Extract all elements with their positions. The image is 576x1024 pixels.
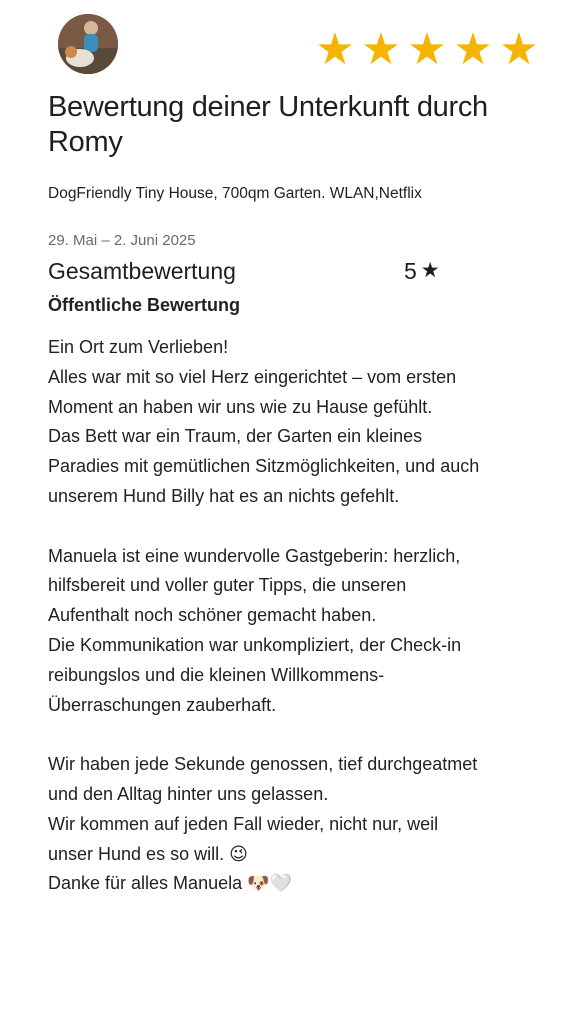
review-line: Wir haben jede Sekunde genossen, tief durchgeatmet und den Alltag hinter uns gelassen.	[48, 754, 478, 804]
star-icon: ★	[315, 25, 355, 74]
review-text	[48, 333, 488, 899]
review-line: Alles war mit so viel Herz eingerichtet – vom ersten Moment an haben wir uns wie zu Hause gefühlt.	[48, 366, 457, 417]
review-line: Wir kommen auf jeden Fall wieder, nicht nur, weil unser Hund es so will. 😉	[48, 813, 439, 864]
stay-dates: 29. Mai – 2. Juni 2025	[48, 232, 196, 249]
overall-rating-label: Gesamtbewertung	[48, 258, 236, 284]
star-rating	[314, 25, 540, 74]
page-title: Bewertung deiner Unterkunft durch Romy	[48, 91, 488, 158]
reviewer-avatar[interactable]	[58, 14, 118, 74]
review-line: Die Kommunikation war unkompliziert, der Check-in reibungslos und die kleinen Willkommens-Überraschungen zauberhaft.	[48, 634, 462, 715]
star-icon: ★	[499, 25, 539, 74]
public-review-label: Öffentliche Bewertung	[48, 295, 241, 315]
star-icon: ★	[407, 25, 447, 74]
review-line: Das Bett war ein Traum, der Garten ein kleines Paradies mit gemütlichen Sitzmöglichkeiten, und auch unserem Hund Billy hat es an nichts gefehlt.	[48, 426, 480, 506]
listing-name: DogFriendly Tiny House, 700qm Garten. WLAN,Netflix	[48, 185, 422, 202]
review-line: Manuela ist eine wundervolle Gastgeberin: herzlich, hilfsbereit und voller guter Tipps, die unseren Aufenthalt noch schöner gemacht haben.	[48, 545, 461, 626]
overall-score-value: 5	[404, 258, 417, 284]
avatar-photo	[58, 14, 118, 74]
star-icon: ★	[453, 25, 493, 74]
star-icon: ★	[420, 259, 440, 282]
star-icon: ★	[361, 25, 401, 74]
overall-rating-score	[404, 256, 440, 286]
review-line: Danke für alles Manuela 🐶🤍	[48, 873, 292, 894]
review-line: Ein Ort zum Verlieben!	[48, 337, 229, 357]
